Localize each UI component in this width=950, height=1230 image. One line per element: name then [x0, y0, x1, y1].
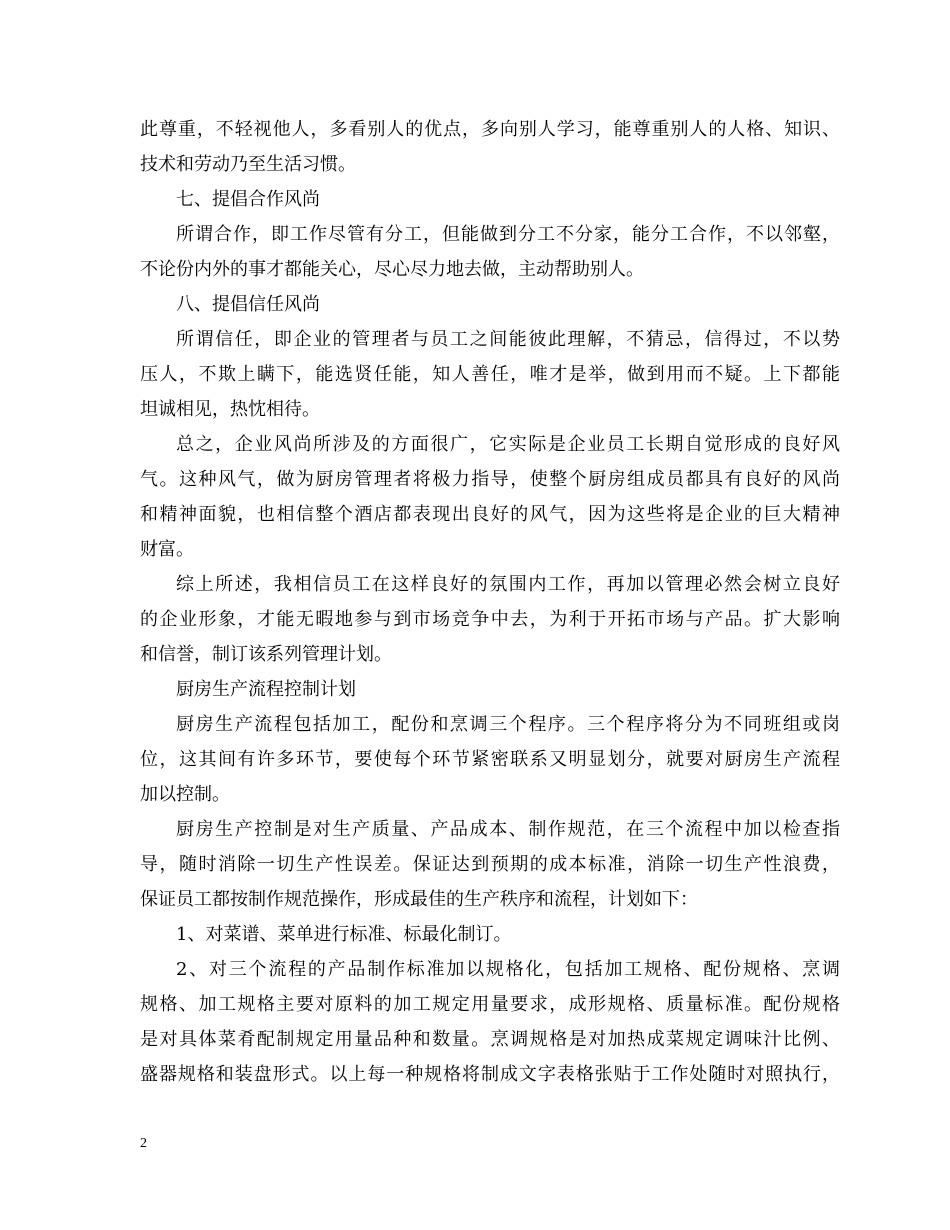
page-number: 2 [140, 1136, 147, 1151]
text-line: 技术和劳动乃至生活习惯。 [140, 154, 356, 175]
text-line: 厨房生产控制是对生产质量、产品成本、制作规范，在三个流程中加以检查指 [176, 819, 840, 840]
text-line: 1、对菜谱、菜单进行标准、标最化制订。 [176, 924, 512, 945]
text-line: 财富。 [140, 539, 194, 560]
text-line: 和精神面貌，也相信整个酒店都表现出良好的风气，因为这些将是企业的巨大精神 [140, 504, 840, 525]
text-line: 2、对三个流程的产品制作标准加以规格化，包括加工规格、配份规格、烹调 [176, 959, 840, 980]
section-heading: 八、提倡信任风尚 [176, 294, 320, 315]
text-line: 的企业形象，才能无暇地参与到市场竞争中去，为利于开拓市场与产品。扩大影响 [140, 609, 840, 630]
text-line: 导，随时消除一切生产性误差。保证达到预期的成本标准，消除一切生产性浪费， [140, 854, 840, 875]
text-line: 综上所述，我相信员工在这样良好的氛围内工作，再加以管理必然会树立良好 [176, 574, 840, 595]
text-line: 气。这种风气，做为厨房管理者将极力指导，使整个厨房组成员都具有良好的风尚 [140, 469, 840, 490]
section-heading: 厨房生产流程控制计划 [176, 679, 356, 700]
text-line: 盛器规格和装盘形式。以上每一种规格将制成文字表格张贴于工作处随时对照执行， [140, 1064, 840, 1085]
text-line: 坦诚相见，热忱相待。 [140, 399, 320, 420]
text-line: 厨房生产流程包括加工，配份和烹调三个程序。三个程序将分为不同班组或岗 [176, 714, 840, 735]
text-line: 位，这其间有许多环节，要使每个环节紧密联系又明显划分，就要对厨房生产流程 [140, 749, 840, 770]
text-line: 保证员工都按制作规范操作，形成最佳的生产秩序和流程，计划如下： [140, 889, 698, 910]
text-line: 不论份内外的事才都能关心，尽心尽力地去做，主动帮助别人。 [140, 259, 644, 280]
text-line: 和信誉，制订该系列管理计划。 [140, 644, 392, 665]
text-line: 加以控制。 [140, 784, 230, 805]
text-line: 总之，企业风尚所涉及的方面很广，它实际是企业员工长期自觉形成的良好风 [176, 434, 840, 455]
text-line: 压人，不欺上瞒下，能选贤任能，知人善任，唯才是举，做到用而不疑。上下都能 [140, 364, 840, 385]
text-line: 所谓合作，即工作尽管有分工，但能做到分工不分家，能分工合作，不以邻壑， [176, 224, 840, 245]
text-line: 此尊重，不轻视他人，多看别人的优点，多向别人学习，能尊重别人的人格、知识、 [140, 119, 840, 140]
text-line: 是对具体菜肴配制规定用量品种和数量。烹调规格是对加热成菜规定调味汁比例、 [140, 1029, 840, 1050]
text-line: 规格、加工规格主要对原料的加工规定用量要求，成形规格、质量标准。配份规格 [140, 994, 840, 1015]
text-line: 所谓信任，即企业的管理者与员工之间能彼此理解，不猜忌，信得过，不以势 [176, 329, 840, 350]
section-heading: 七、提倡合作风尚 [176, 189, 320, 210]
